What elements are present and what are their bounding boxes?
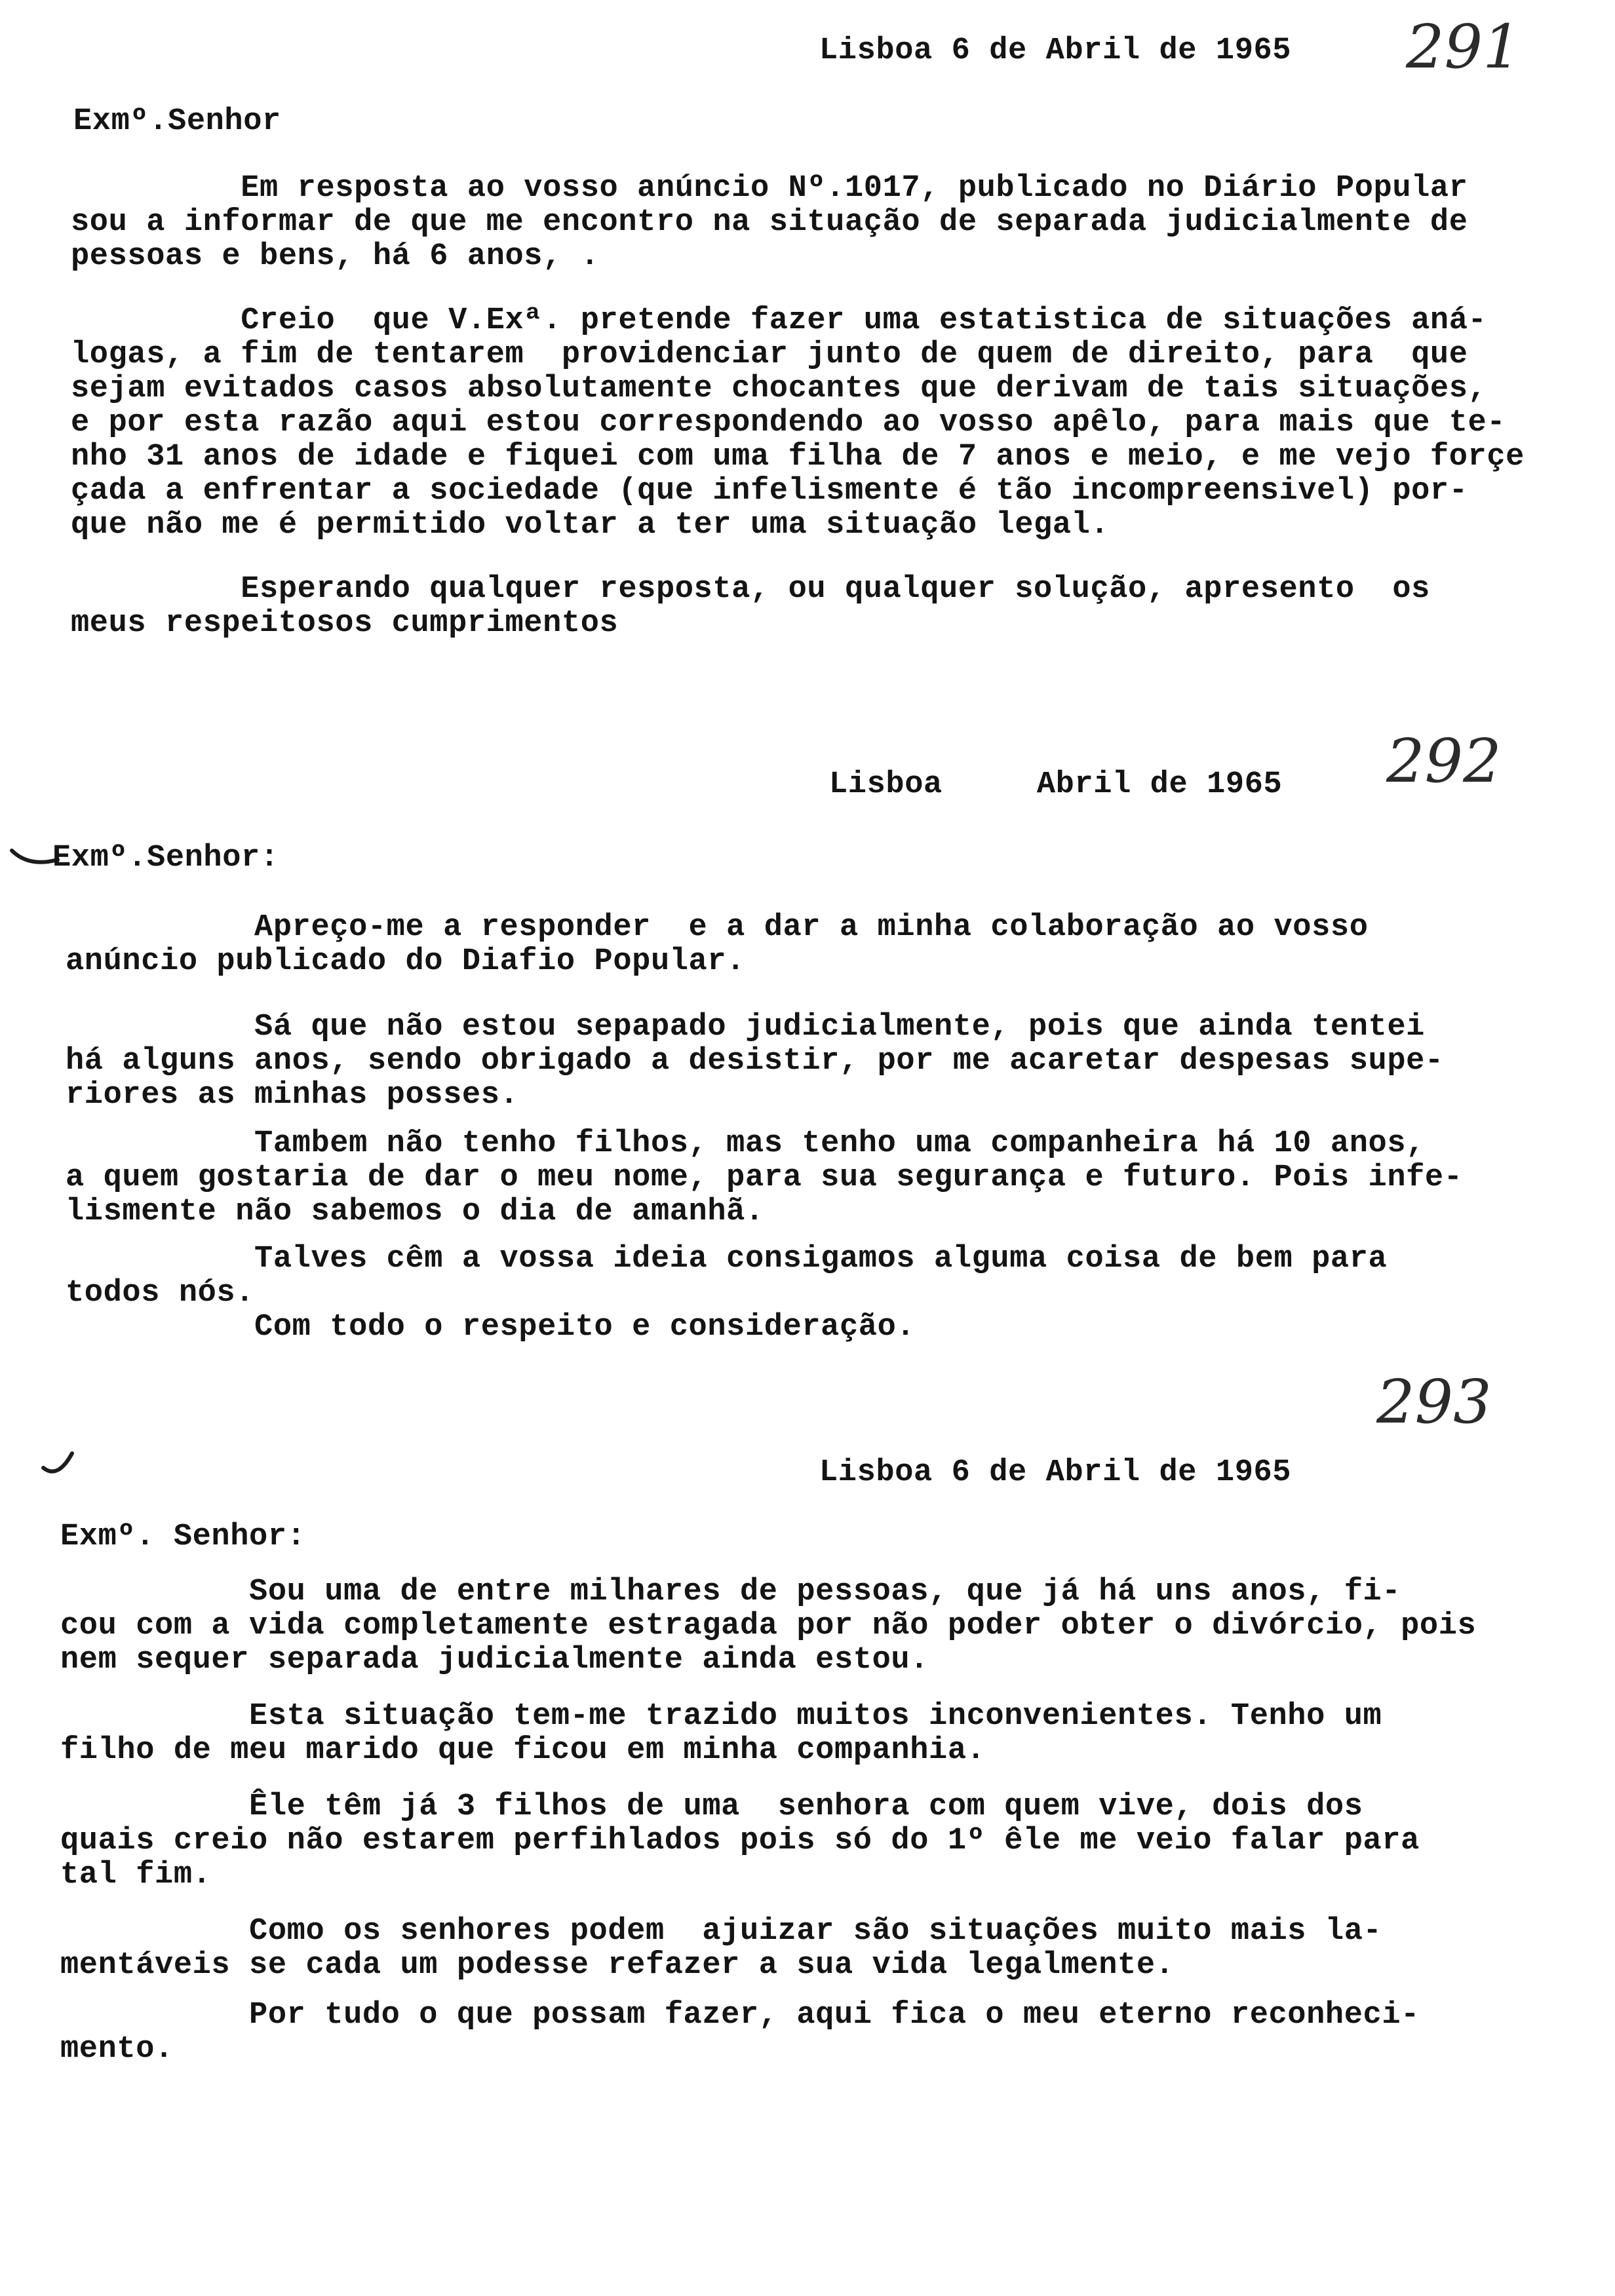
letter-3-body-line: cou com a vida completamente estragada por não poder obter o divórcio, pois (60, 1609, 1477, 1643)
letter-3-body-line: Como os senhores podem ajuizar são situações muito mais la- (60, 1914, 1382, 1949)
letter-1-body-line: Em resposta ao vosso anúncio Nº.1017, publicado no Diário Popular (71, 171, 1468, 206)
letter-3-date: Lisboa 6 de Abril de 1965 (819, 1455, 1292, 1490)
letter-3-body-line: Esta situação tem-me trazido muitos inconvenientes. Tenho um (60, 1699, 1382, 1734)
letter-1-body-line: Esperando qualquer resposta, ou qualquer solução, apresento os (71, 572, 1430, 607)
letter-1-body-line: e por esta razão aqui estou correspondendo ao vosso apêlo, para mais que te- (71, 406, 1506, 440)
letter-2-body-line: Tambem não tenho filhos, mas tenho uma companheira há 10 anos, (66, 1126, 1425, 1161)
letter-1-body-line: nho 31 anos de idade e fiquei com uma filha de 7 anos e meio, e me vejo forçe (71, 440, 1525, 474)
letter-3-body-line: Por tudo o que possam fazer, aqui fica o meu eterno reconheci- (60, 1998, 1420, 2033)
letter-2-body-line: anúncio publicado do Diafio Popular. (66, 944, 745, 979)
letter-3-body-line: quais creio não estarem perfihlados pois só do 1º êle me veio falar para (60, 1824, 1420, 1858)
letter-2-body-line: a quem gostaria de dar o meu nome, para sua segurança e futuro. Pois infe- (66, 1160, 1463, 1195)
letter-3-handwritten-number: 293 (1376, 1367, 1492, 1437)
letter-2-salutation: Exmº.Senhor: (52, 841, 279, 875)
letter-1-body-line: meus respeitosos cumprimentos (71, 606, 619, 641)
letter-3-salutation: Exmº. Senhor: (60, 1520, 306, 1554)
letter-2-body-line: riores as minhas posses. (66, 1078, 519, 1113)
letter-2-body-line: Apreço-me a responder e a dar a minha colaboração ao vosso (66, 910, 1369, 945)
letter-2-body-line: Sá que não estou sepapado judicialmente, pois que ainda tentei (66, 1010, 1425, 1044)
letter-1-body-line: sou a informar de que me encontro na situação de separada judicialmente de (71, 205, 1468, 240)
letter-2-body-line: há alguns anos, sendo obrigado a desistir, por me acaretar despesas supe- (66, 1044, 1444, 1079)
letter-2-body-line: lismente não sabemos o dia de amanhã. (66, 1195, 764, 1229)
letter-1-body-line: que não me é permitido voltar a ter uma situação legal. (71, 508, 1110, 543)
letter-1-body-line: pessoas e bens, há 6 anos, . (71, 239, 600, 274)
letter-3-body-line: nem sequer separada judicialmente ainda estou. (60, 1643, 929, 1677)
letter-2-body-line: Com todo o respeito e consideração. (66, 1310, 916, 1345)
letter-3-body-line: mentáveis se cada um podesse refazer a sua vida legalmente. (60, 1948, 1175, 1983)
letter-1-body-line: Creio que V.Exª. pretende fazer uma estatistica de situações aná- (71, 303, 1487, 338)
letter-2-body-line: Talves cêm a vossa ideia consigamos alguma coisa de bem para (66, 1242, 1388, 1276)
pen-tick-mark (39, 1448, 79, 1481)
letter-2-body-line: todos nós. (66, 1276, 255, 1311)
letter-3-body-line: filho de meu marido que ficou em minha companhia. (60, 1733, 986, 1768)
letter-3-body-line: Êle têm já 3 filhos de uma senhora com quem vive, dois dos (60, 1789, 1363, 1824)
letter-3-body-line: mento. (60, 2032, 174, 2067)
letter-1-body-line: sejam evitados casos absolutamente chocantes que derivam de tais situações, (71, 372, 1487, 406)
letter-2-date: Lisboa Abril de 1965 (829, 767, 1283, 802)
letter-3-body-line: tal fim. (60, 1858, 212, 1892)
letter-3-body-line: Sou uma de entre milhares de pessoas, que já há uns anos, fi- (60, 1575, 1401, 1609)
letter-2-handwritten-number: 292 (1386, 726, 1502, 796)
letter-1-salutation: Exmº.Senhor (73, 104, 281, 139)
letter-1-date: Lisboa 6 de Abril de 1965 (819, 33, 1292, 68)
letter-1-handwritten-number: 291 (1406, 12, 1521, 82)
letter-1-body-line: çada a enfrentar a sociedade (que infelismente é tão incompreensivel) por- (71, 474, 1468, 508)
letter-1-body-line: logas, a fim de tentarem providenciar junto de quem de direito, para que (71, 337, 1468, 372)
